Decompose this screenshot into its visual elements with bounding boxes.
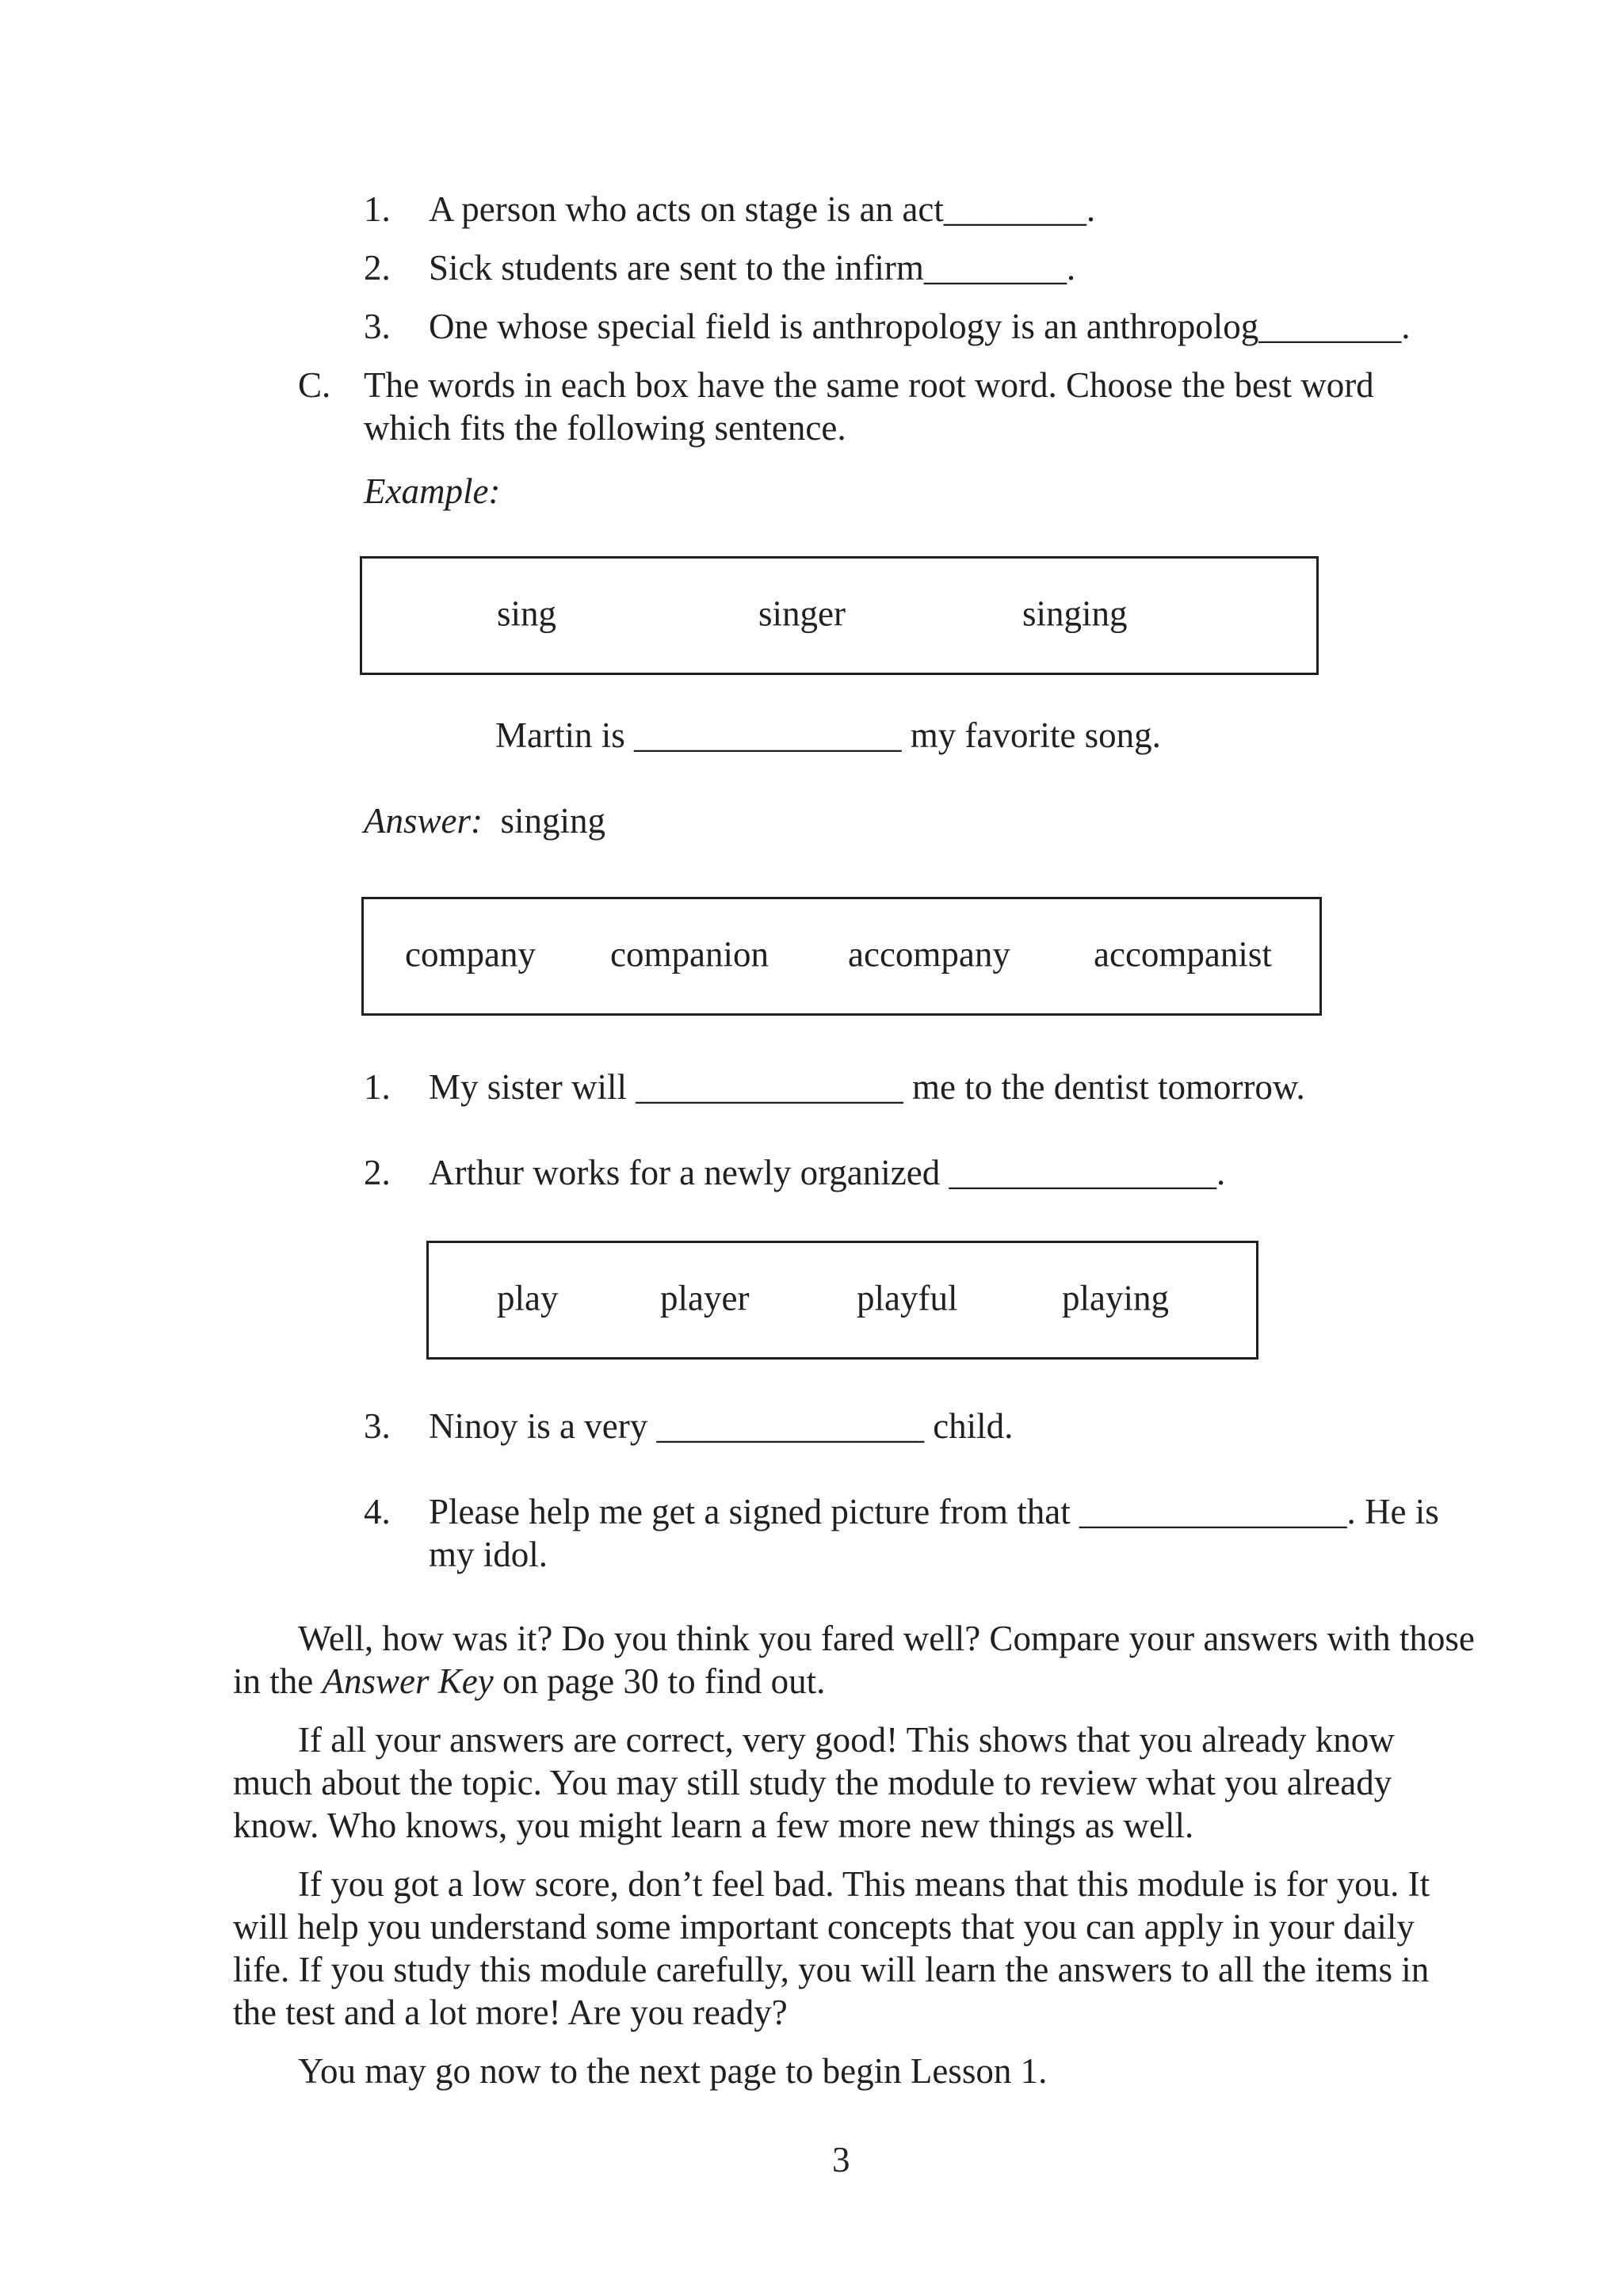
word-option: playing xyxy=(1062,1278,1169,1318)
answer-key-reference: Answer Key xyxy=(322,1661,494,1701)
exercise-item-text: Ninoy is a very _______________ child. xyxy=(429,1406,1014,1446)
exercise-item-text: Please help me get a signed picture from that _______________. He is xyxy=(429,1492,1439,1531)
word-option: accompanist xyxy=(1094,934,1272,974)
answer-value: singing xyxy=(500,801,606,841)
word-box-play xyxy=(426,1241,1258,1360)
word-option: singer xyxy=(758,593,846,634)
word-option: playful xyxy=(857,1278,958,1318)
item-number: 1. xyxy=(364,189,391,229)
item-number: 3. xyxy=(364,1406,391,1446)
exercise-item-text: my idol. xyxy=(429,1535,548,1574)
paragraph-line: will help you understand some important concepts that you can apply in your daily xyxy=(233,1907,1415,1947)
exercise-item-text: Sick students are sent to the infirm________. xyxy=(429,248,1076,288)
word-option: company xyxy=(405,934,536,974)
item-number: 4. xyxy=(364,1492,391,1531)
item-number: 1. xyxy=(364,1067,391,1107)
exercise-item-text: One whose special field is anthropology is an anthropolog________. xyxy=(429,307,1411,346)
paragraph-line: You may go now to the next page to begin Lesson 1. xyxy=(298,2051,1048,2091)
word-option: sing xyxy=(497,593,557,634)
section-letter: C. xyxy=(298,365,331,405)
paragraph-line: Well, how was it? Do you think you fared well? Compare your answers with those xyxy=(298,1619,1475,1658)
paragraph-line: in the Answer Key on page 30 to find out. xyxy=(233,1661,826,1701)
paragraph-line: If all your answers are correct, very good! This shows that you already know xyxy=(298,1720,1395,1760)
exercise-item-text: Arthur works for a newly organized _______________. xyxy=(429,1153,1226,1192)
word-option: play xyxy=(497,1278,559,1318)
word-option: companion xyxy=(610,934,769,974)
exercise-item-text: A person who acts on stage is an act________. xyxy=(429,189,1096,229)
example-word-box xyxy=(360,556,1319,675)
word-box-company xyxy=(361,897,1322,1016)
word-option: player xyxy=(660,1278,750,1318)
example-label: Example: xyxy=(364,471,501,511)
answer-label: Answer: xyxy=(364,801,483,841)
example-sentence: Martin is _______________ my favorite song. xyxy=(495,715,1161,755)
word-option: singing xyxy=(1022,593,1128,634)
page-number: 3 xyxy=(832,2140,850,2180)
item-number: 2. xyxy=(364,1153,391,1192)
answer-line xyxy=(364,800,605,841)
paragraph-line: know. Who knows, you might learn a few more new things as well. xyxy=(233,1806,1194,1845)
paragraph-line: If you got a low score, don’t feel bad. This means that this module is for you. It xyxy=(298,1864,1430,1904)
paragraph-line: the test and a lot more! Are you ready? xyxy=(233,1993,788,2032)
section-instruction: The words in each box have the same root word. Choose the best word xyxy=(364,365,1374,405)
exercise-item-text: My sister will _______________ me to the dentist tomorrow. xyxy=(429,1067,1305,1107)
word-option: accompany xyxy=(848,934,1010,974)
paragraph-line: much about the topic. You may still study the module to review what you already xyxy=(233,1763,1392,1802)
paragraph-line: life. If you study this module carefully, you will learn the answers to all the items in xyxy=(233,1950,1430,1989)
item-number: 2. xyxy=(364,248,391,288)
item-number: 3. xyxy=(364,307,391,346)
section-instruction: which fits the following sentence. xyxy=(364,408,846,448)
